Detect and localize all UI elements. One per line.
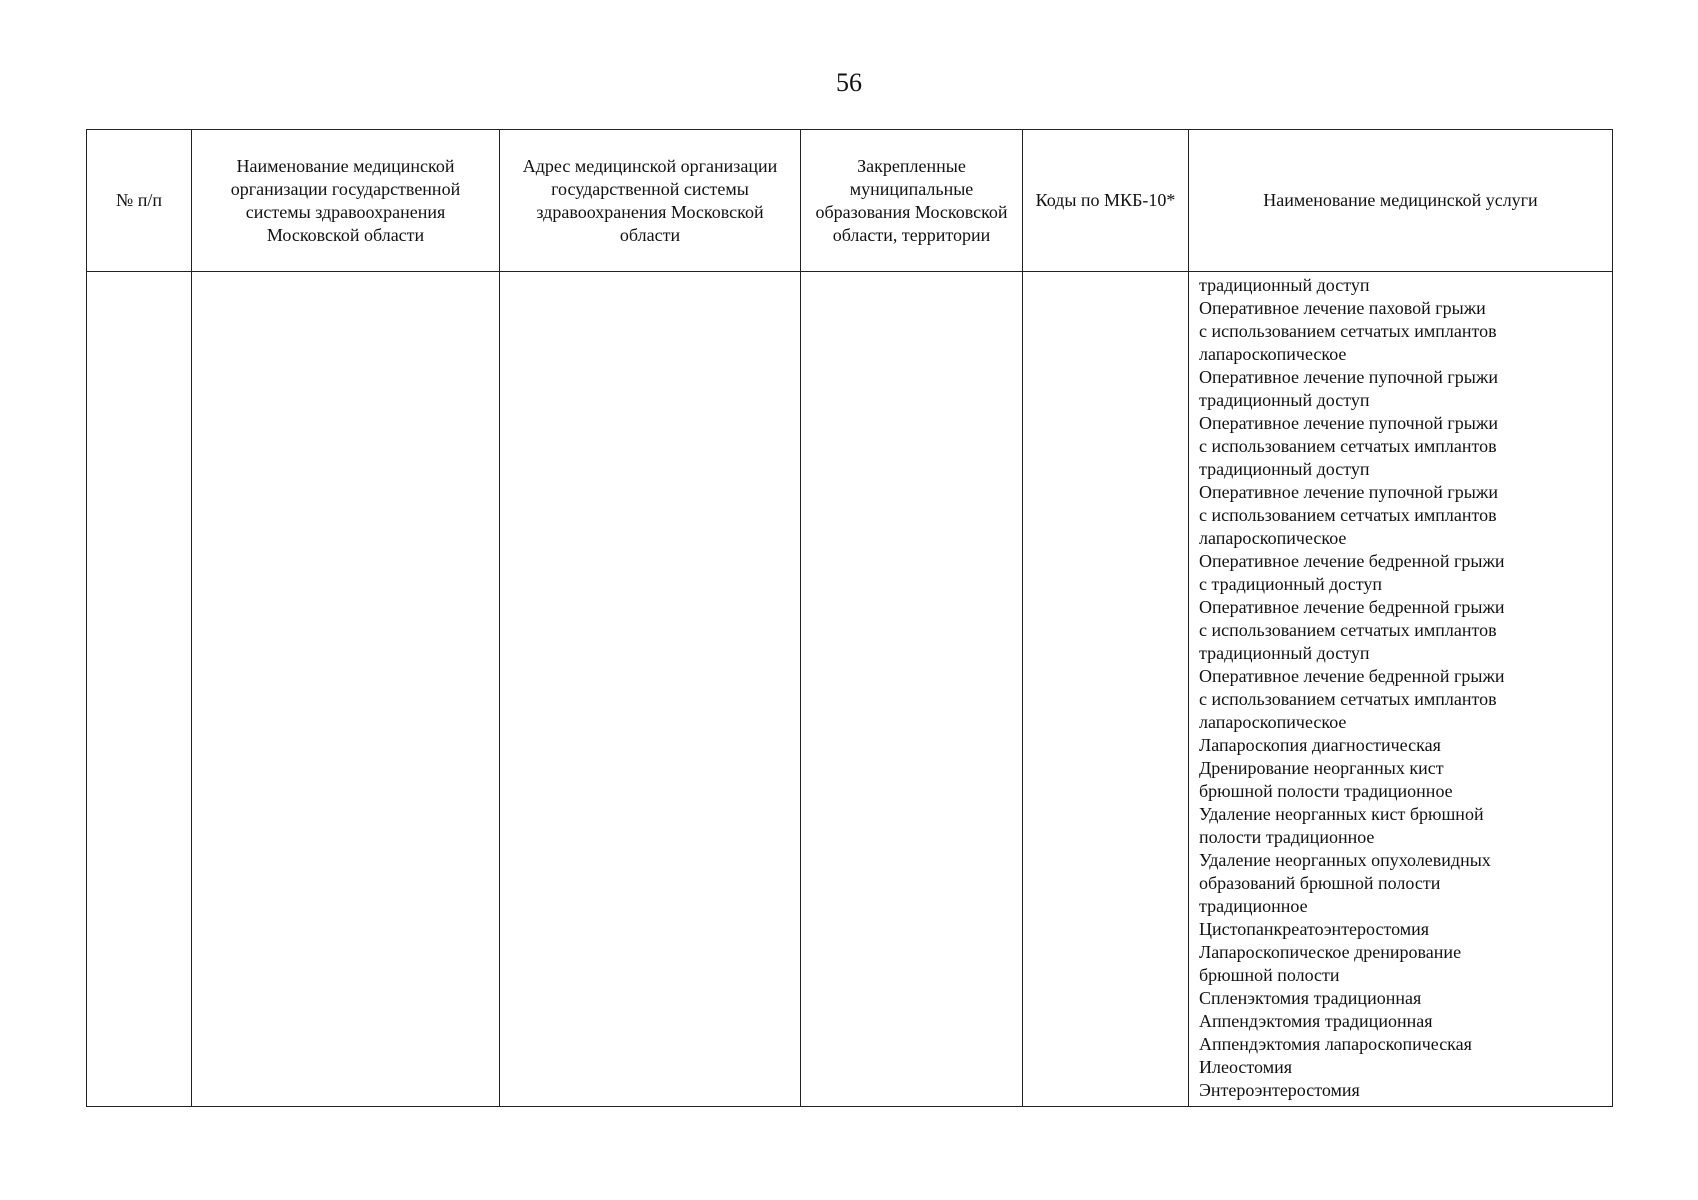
cell-icd-codes bbox=[1023, 272, 1189, 1107]
cell-service-name bbox=[1189, 272, 1613, 1107]
header-municipalities: Закрепленные муниципальные образования Московской области, территории bbox=[801, 130, 1023, 272]
service-line: с традиционный доступ bbox=[1199, 574, 1382, 594]
cell-municipalities bbox=[801, 272, 1023, 1107]
service-line: Оперативное лечение пупочной грыжи bbox=[1199, 482, 1498, 502]
service-line: Дренирование неорганных кист bbox=[1199, 758, 1444, 778]
service-line: Оперативное лечение пупочной грыжи bbox=[1199, 413, 1498, 433]
cell-num bbox=[87, 272, 192, 1107]
service-line: лапароскопическое bbox=[1199, 344, 1347, 364]
service-line: Оперативное лечение пупочной грыжи bbox=[1199, 367, 1498, 387]
service-line: с использованием сетчатых имплантов bbox=[1199, 620, 1497, 640]
service-line: Лапароскопия диагностическая bbox=[1199, 735, 1441, 755]
service-line: традиционный доступ bbox=[1199, 275, 1370, 295]
service-line: Энтероэнтеростомия bbox=[1199, 1080, 1360, 1100]
service-line: традиционное bbox=[1199, 896, 1308, 916]
header-icd-codes: Коды по МКБ-10* bbox=[1023, 130, 1189, 272]
service-line: лапароскопическое bbox=[1199, 528, 1347, 548]
service-list bbox=[1189, 272, 1612, 1102]
service-line: Удаление неорганных кист брюшной bbox=[1199, 804, 1484, 824]
service-line: Удаление неорганных опухолевидных bbox=[1199, 850, 1491, 870]
header-address: Адрес медицинской организации государственной системы здравоохранения Московской области bbox=[500, 130, 801, 272]
table-row bbox=[87, 272, 1613, 1107]
service-line: Илеостомия bbox=[1199, 1057, 1292, 1077]
service-line: Оперативное лечение паховой грыжи bbox=[1199, 298, 1486, 318]
service-line: с использованием сетчатых имплантов bbox=[1199, 689, 1497, 709]
service-line: брюшной полости bbox=[1199, 965, 1340, 985]
header-row bbox=[87, 130, 1613, 272]
service-line: Спленэктомия традиционная bbox=[1199, 988, 1422, 1008]
service-line: с использованием сетчатых имплантов bbox=[1199, 436, 1497, 456]
service-line: с использованием сетчатых имплантов bbox=[1199, 321, 1497, 341]
service-line: Лапароскопическое дренирование bbox=[1199, 942, 1462, 962]
cell-org-name bbox=[192, 272, 500, 1107]
service-line: с использованием сетчатых имплантов bbox=[1199, 505, 1497, 525]
header-org-name: Наименование медицинской организации государственной системы здравоохранения Московской области bbox=[192, 130, 500, 272]
service-line: традиционный доступ bbox=[1199, 390, 1370, 410]
header-num: № п/п bbox=[87, 130, 192, 272]
cell-address bbox=[500, 272, 801, 1107]
table-header bbox=[87, 130, 1613, 272]
service-line: Оперативное лечение бедренной грыжи bbox=[1199, 551, 1505, 571]
page-number: 56 bbox=[836, 68, 862, 97]
service-line: Цистопанкреатоэнтеростомия bbox=[1199, 919, 1430, 939]
service-line: брюшной полости традиционное bbox=[1199, 781, 1453, 801]
service-line: Оперативное лечение бедренной грыжи bbox=[1199, 666, 1505, 686]
service-line: образований брюшной полости bbox=[1199, 873, 1441, 893]
service-line: полости традиционное bbox=[1199, 827, 1375, 847]
service-line: Аппендэктомия лапароскопическая bbox=[1199, 1034, 1472, 1054]
service-line: традиционный доступ bbox=[1199, 643, 1370, 663]
table-body bbox=[87, 272, 1613, 1107]
service-line: Аппендэктомия традиционная bbox=[1199, 1011, 1433, 1031]
medical-services-table bbox=[86, 129, 1613, 1107]
service-line: Оперативное лечение бедренной грыжи bbox=[1199, 597, 1505, 617]
service-line: лапароскопическое bbox=[1199, 712, 1347, 732]
service-line: традиционный доступ bbox=[1199, 459, 1370, 479]
header-service-name: Наименование медицинской услуги bbox=[1189, 130, 1613, 272]
